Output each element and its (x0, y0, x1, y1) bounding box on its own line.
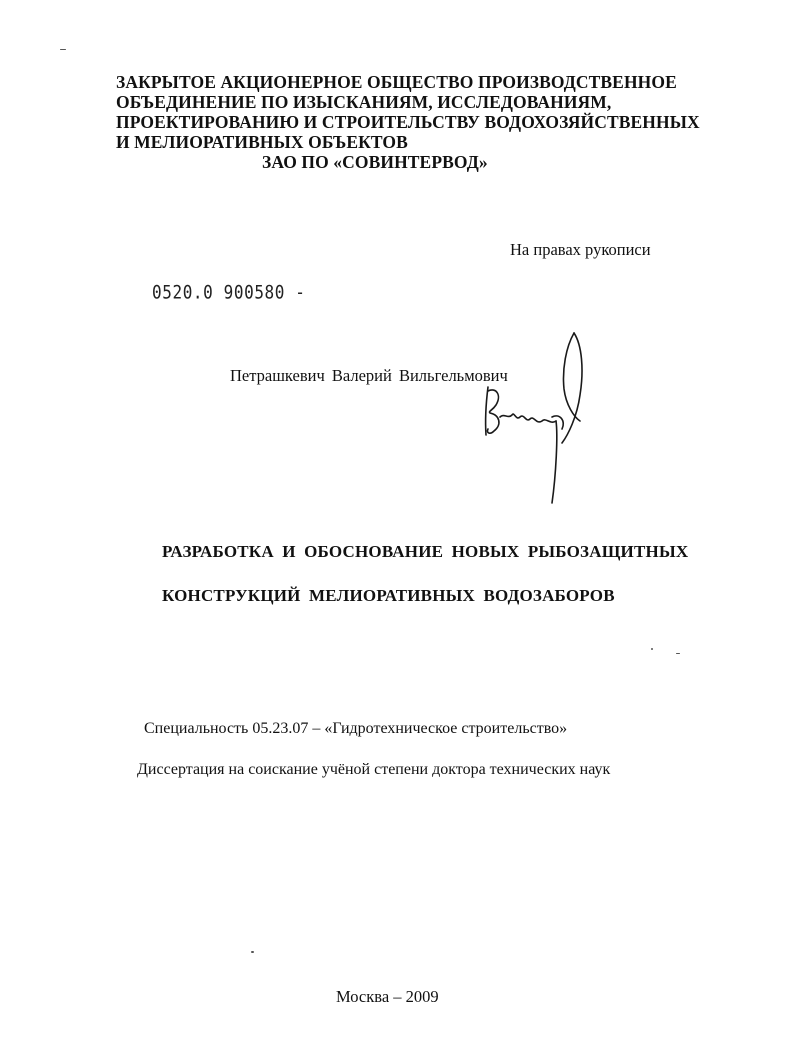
organization-line: ОБЪЕДИНЕНИЕ ПО ИЗЫСКАНИЯМ, ИССЛЕДОВАНИЯМ, (116, 92, 612, 112)
scan-speck (60, 49, 66, 50)
scan-speck (676, 653, 680, 654)
organization-line: ЗАКРЫТОЕ АКЦИОНЕРНОЕ ОБЩЕСТВО ПРОИЗВОДСТВЕННОЕ (116, 72, 677, 92)
organization-abbreviation: ЗАО ПО «СОВИНТЕРВОД» (262, 152, 488, 172)
organization-line: ПРОЕКТИРОВАНИЮ И СТРОИТЕЛЬСТВУ ВОДОХОЗЯЙСТВЕННЫХ (116, 112, 700, 132)
dissertation-type: Диссертация на соискание учёной степени доктора технических наук (137, 761, 611, 778)
specialty-line: Специальность 05.23.07 – «Гидротехническое строительство» (144, 720, 568, 737)
manuscript-note: На правах рукописи (510, 240, 651, 259)
title-line: РАЗРАБОТКА И ОБОСНОВАНИЕ НОВЫХ РЫБОЗАЩИТНЫХ (162, 542, 689, 561)
title-line: КОНСТРУКЦИЙ МЕЛИОРАТИВНЫХ ВОДОЗАБОРОВ (162, 586, 615, 605)
organization-line: И МЕЛИОРАТИВНЫХ ОБЪЕКТОВ (116, 132, 408, 152)
scan-speck (651, 648, 653, 650)
signature-image (470, 325, 600, 510)
author-name: Петрашкевич Валерий Вильгельмович (230, 366, 508, 385)
organization-header (116, 72, 766, 172)
scan-speck (251, 951, 254, 953)
city-year: Москва – 2009 (336, 987, 439, 1006)
dissertation-title (162, 530, 688, 618)
catalog-code: 0520.0 900580 - (152, 281, 306, 303)
